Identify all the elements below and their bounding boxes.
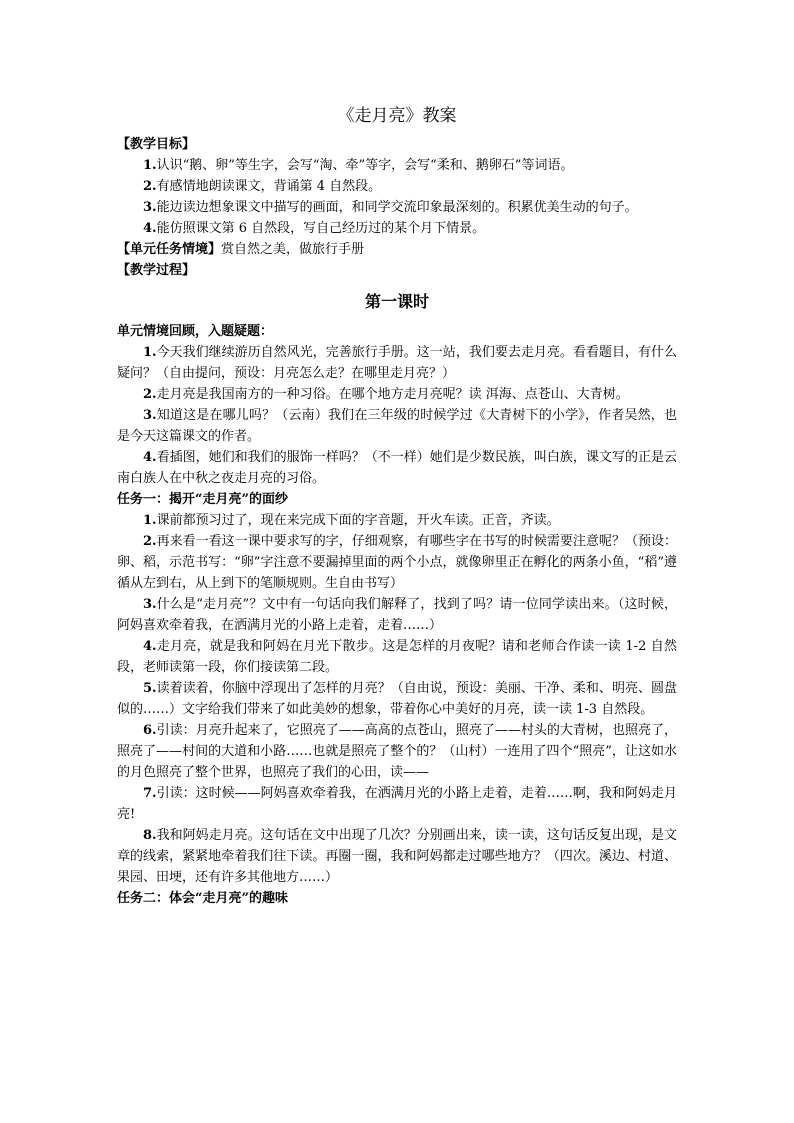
section1-list	[117, 342, 677, 489]
list-item: 8.我和阿妈走月亮。这句话在文中出现了几次？分别画出来，读一读，这句话反复出现，是文章的线索，紧紧地牵着我们往下读。再圈一圈，我和阿妈都走过哪些地方？（四次。溪边、村道、果园、田埂，还有许多其他地方……）	[117, 828, 677, 885]
list-item: 6.引读：月亮升起来了，它照亮了——高高的点苍山，照亮了——村头的大青树，也照亮了，照亮了——村间的大道和小路……也就是照亮了整个的？（山村）一连用了四个“照亮”，让这如水的月色照亮了整个世界，也照亮了我们的心田，读——	[117, 723, 677, 780]
situation-line	[117, 239, 677, 260]
task2-heading: 任务二：体会“走月亮”的趣味	[117, 891, 288, 906]
section1-heading: 单元情境回顾，入题疑题：	[117, 324, 274, 339]
list-item: 2.再来看一看这一课中要求写的字，仔细观察，有哪些字在书写的时候需要注意呢？（预设：卵、稻，示范书写：“卵”字注意不要漏掉里面的两个小点，就像卵里正在孵化的两条小鱼，“稻”遵循从左到右，从上到下的笔顺规则。生自由书写）	[117, 534, 677, 591]
lesson-plan-document	[117, 104, 677, 909]
list-item: 7.引读：这时候——阿妈喜欢牵着我，在洒满月光的小路上走着，走着……啊，我和阿妈走月亮!	[117, 786, 677, 822]
list-item: 1.今天我们继续游历自然风光，完善旅行手册。这一站，我们要去走月亮。看看题目，有什么疑问？（自由提问，预设：月亮怎么走？在哪里走月亮？）	[117, 345, 677, 381]
situation-text: 赏自然之美，做旅行手册	[221, 242, 365, 257]
goals-heading: 【教学目标】	[117, 137, 196, 152]
list-item: 1.课前都预习过了，现在来完成下面的字音题，开火车读。正音，齐读。	[143, 513, 560, 528]
task1-list	[117, 510, 677, 888]
list-item: 4.看插图，她们和我们的服饰一样吗？（不一样）她们是少数民族，叫白族，课文写的正是云南白族人在中秋之夜走月亮的习俗。	[117, 450, 677, 486]
goal-item: 4.能仿照课文第 6 自然段，写自己经历过的某个月下情景。	[143, 221, 486, 236]
situation-heading: 【单元任务情境】	[117, 242, 222, 257]
goal-item: 3.能边读边想象课文中描写的画面，和同学交流印象最深刻的。积累优美生动的句子。	[143, 200, 638, 215]
goal-item: 1.认识“鹅、卵”等生字，会写“淘、牵”等字，会写“柔和、鹅卵石”等词语。	[143, 158, 574, 173]
document-title: 《走月亮》教案	[337, 106, 457, 126]
goals-list	[117, 155, 677, 239]
process-heading: 【教学过程】	[117, 263, 196, 278]
goal-item: 2.有感情地朗读课文，背诵第 4 自然段。	[143, 179, 382, 194]
list-item: 5.读着读着，你脑中浮现出了怎样的月亮？（自由说，预设：美丽、干净、柔和、明亮、圆盘似的……）文字给我们带来了如此美妙的想象，带着你心中美好的月亮，读一读 1-3 自然段。	[117, 681, 677, 717]
task1-heading: 任务一：揭开“走月亮”的面纱	[117, 492, 288, 507]
list-item: 2.走月亮是我国南方的一种习俗。在哪个地方走月亮呢？读 洱海、点苍山、大青树。	[143, 387, 629, 402]
list-item: 3.什么是“走月亮”？文中有一句话向我们解释了，找到了吗？请一位同学读出来。（这时候，阿妈喜欢牵着我，在洒满月光的小路上走着，走着……）	[117, 597, 677, 633]
list-item: 3.知道这是在哪儿吗？（云南）我们在三年级的时候学过《大青树下的小学》，作者吴然，也是今天这篇课文的作者。	[117, 408, 677, 444]
lesson-title: 第一课时	[364, 292, 429, 311]
list-item: 4.走月亮，就是我和阿妈在月光下散步。这是怎样的月夜呢？请和老师合作读一读 1-2 自然段，老师读第一段，你们接读第二段。	[117, 639, 677, 675]
